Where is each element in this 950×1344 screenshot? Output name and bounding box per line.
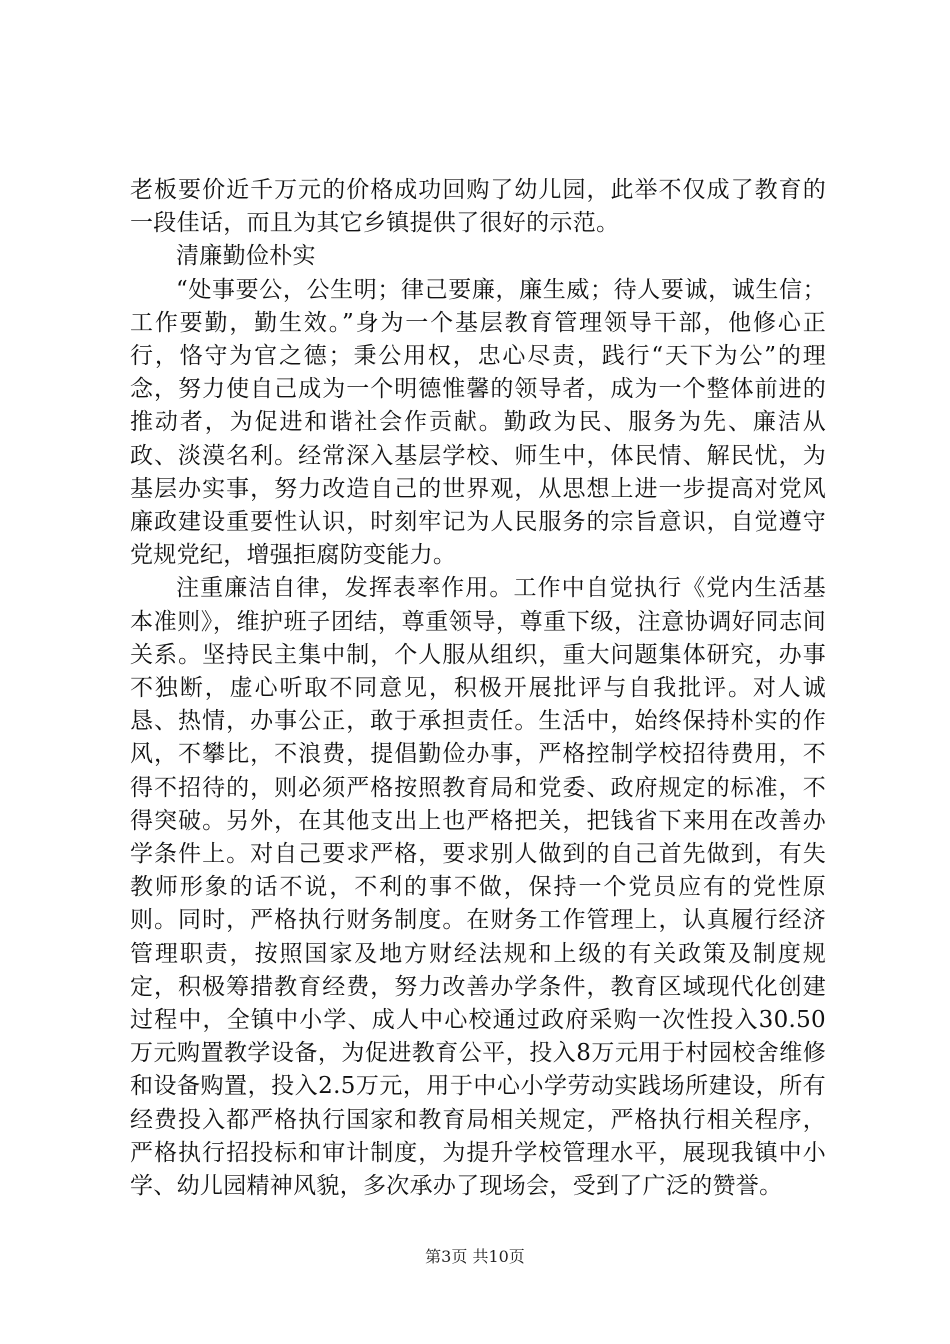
document-body bbox=[130, 174, 826, 1203]
paragraph: “处事要公，公生明；律己要廉，廉生威；待人要诚，诚生信；工作要勤，勤生效。”身为一个基层教育管理领导干部，他修心正行，恪守为官之德；秉公用权，忠心尽责，践行“天下为公”的理念，努力使自己成为一个明德惟馨的领导者，成为一个整体前进的推动者，为促进和谐社会作贡献。勤政为民、服务为先、廉洁从政、淡漠名利。经常深入基层学校、师生中，体民情、解民忧，为基层办实事，努力改造自己的世界观，从思想上进一步提高对党风廉政建设重要性认识，时刻牢记为人民服务的宗旨意识，自觉遵守党规党纪，增强拒腐防变能力。 bbox=[130, 276, 826, 569]
section-heading: 清廉勤俭朴实 bbox=[176, 243, 316, 270]
paragraph: 注重廉洁自律，发挥表率作用。工作中自觉执行《党内生活基本准则》，维护班子团结，尊重领导，尊重下级，注意协调好同志间关系。坚持民主集中制，个人服从组织，重大问题集体研究，办事不独断，虚心听取不同意见，积极开展批评与自我批评。对人诚恳、热情，办事公正，敢于承担责任。生活中，始终保持朴实的作风，不攀比，不浪费，提倡勤俭办事，严格控制学校招待费用，不得不招待的，则必须严格按照教育局和党委、政府规定的标准，不得突破。另外，在其他支出上也严格把关，把钱省下来用在改善办学条件上。对自己要求严格，要求别人做到的自己首先做到，有失教师形象的话不说，不利的事不做，保持一个党员应有的党性原则。同时，严格执行财务制度。在财务工作管理上，认真履行经济管理职责，按照国家及地方财经法规和上级的有关政策及制度规定，积极筹措教育经费，努力改善办学条件，教育区域现代化创建过程中，全镇中小学、成人中心校通过政府采购一次性投入30.50万元购置教学设备，为促进教育公平，投入8万元用于村园校舍维修和设备购置，投入2.5万元，用于中心小学劳动实践场所建设，所有经费投入都严格执行国家和教育局相关规定，严格执行相关程序，严格执行招投标和审计制度，为提升学校管理水平，展现我镇中小学、幼儿园精神风貌，多次承办了现场会，受到了广泛的赞誉。 bbox=[130, 575, 826, 1200]
page-footer: 第3页 共10页 bbox=[425, 1247, 525, 1266]
paragraph-continuation: 老板要价近千万元的价格成功回购了幼儿园，此举不仅成了教育的一段佳话，而且为其它乡镇提供了很好的示范。 bbox=[130, 177, 826, 237]
